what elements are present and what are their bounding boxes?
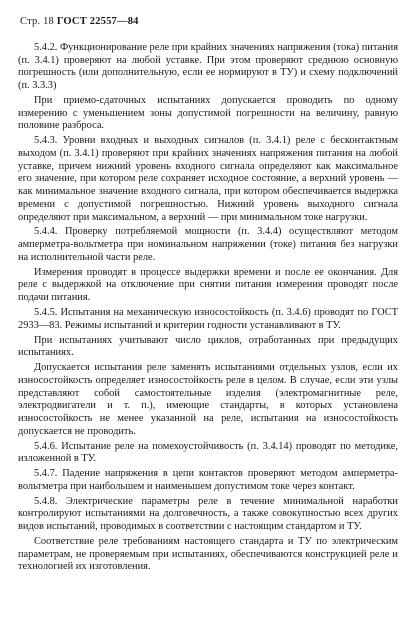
paragraph: Измерения проводят в процессе выдержки времени и после ее окончания. Для реле с выдержкой на отключение при снятии питания измерения проводят после подачи питания. (18, 266, 398, 304)
paragraph-5-4-6: 5.4.6. Испытание реле на помехоустойчивость (п. 3.4.14) проводят по методике, изложенной в ТУ. (18, 440, 398, 465)
paragraph-5-4-8: 5.4.8. Электрические параметры реле в течение минимальной наработки контролируют испытаниями на долговечность, а также совокупностью всех других видов испытаний, проводимых в соответствии с настоящим стандартом и ТУ. (18, 495, 398, 533)
document-body (18, 42, 398, 576)
paragraph-5-4-3: 5.4.3. Уровни входных и выходных сигналов (п. 3.4.1) реле с бесконтактным выходом (п. 3.4.1) проверяют при крайних значениях напряжения питания на любой уставке, причем нижний уровень входного сигнала определяют как максимальное его значение, при котором реле сохраняет исходное состояние, а верхний уровень — как минимальное значение входного сигнала, при котором обеспечивается выдержка времени с допустимой погрешностью. Нижний уровень выходного сигнала определяют при максимальном, а верхний — при минимальном токе нагрузки. (18, 135, 398, 223)
paragraph-5-4-4: 5.4.4. Проверку потребляемой мощности (п. 3.4.4) осуществляют методом амперметра-вольтметра при номинальном напряжении (токе) питания без нагрузки на исполнительной части реле. (18, 226, 398, 263)
page-number: Стр. 18 (20, 16, 57, 27)
paragraph-5-4-7: 5.4.7. Падение напряжения в цепи контактов проверяют методом амперметра-вольтметра при наибольшем и наименьшем допустимом токе через контакт. (18, 468, 398, 492)
paragraph: При приемо-сдаточных испытаниях допускается проводить по одному измерению с уменьшением зоны допустимой погрешности на величину, равную половине разброса. (18, 95, 398, 132)
paragraph-5-4-2: 5.4.2. Функционирование реле при крайних значениях напряжения (тока) питания (п. 3.4.1) проверяют на любой уставке. При этом проверяют среднюю основную погрешность (или дополнительную, если ее нормируют в ТУ) и схему подключений (п. 3.3.3) (18, 42, 399, 92)
standard-designation: ГОСТ 22557—84 (56, 16, 139, 27)
paragraph: При испытаниях учитывают число циклов, отработанных при предыдущих испытаниях. (18, 334, 398, 359)
paragraph-5-4-5: 5.4.5. Испытания на механическую износостойкость (п. 3.4.6) проводят по ГОСТ 2933—83. Режимы испытаний и критерии годности устанавливают в ТУ. (18, 307, 398, 331)
paragraph: Допускается испытания реле заменять испытаниями отдельных узлов, если их износостойкость определяет износостойкость реле в целом. В случае, если эти узлы представляют собой самостоятельные изделия (электромагнитные реле, электродвигатели и т. п.), имеющие стандарты, в которых установлена износостойкость не менее указанной на реле, испытания на износостойкость допускается не проводить. (18, 362, 398, 437)
page-header (20, 16, 139, 27)
paragraph: Соответствие реле требованиям настоящего стандарта и ТУ по электрическим параметрам, не проверяемым при испытаниях, обеспечиваются конструкцией реле и технологией их изготовления. (18, 536, 398, 573)
